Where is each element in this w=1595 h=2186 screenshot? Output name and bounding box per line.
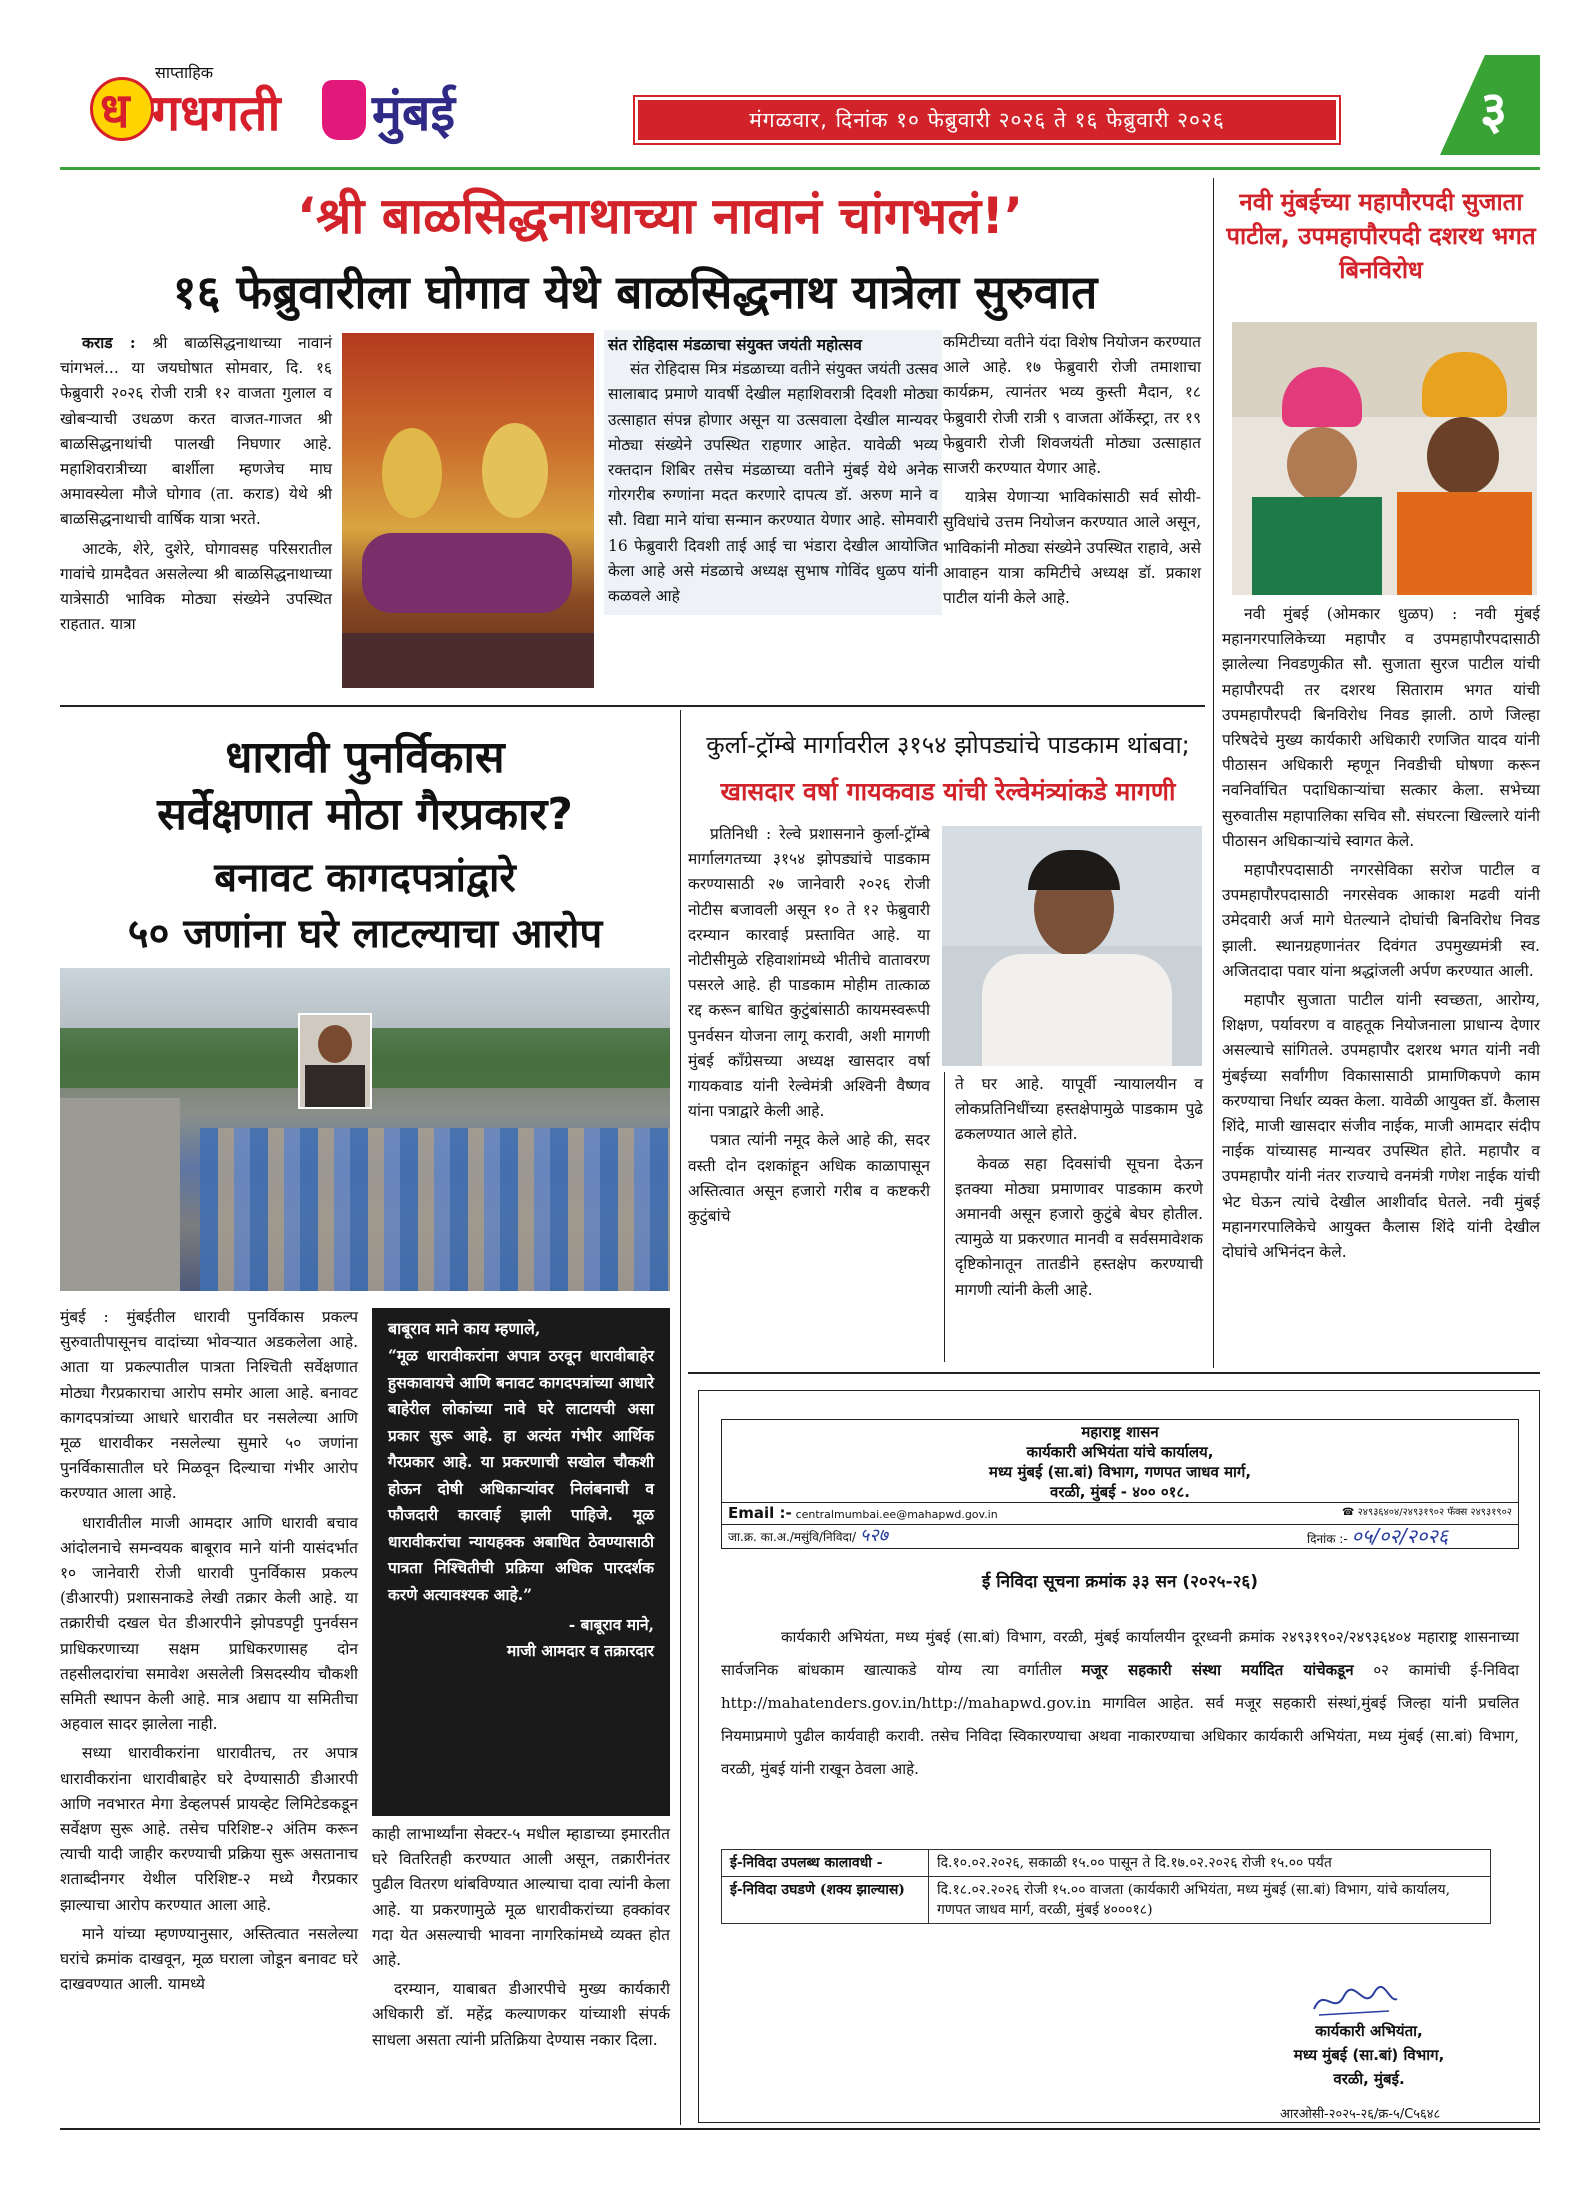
dharavi-headline-2: सर्वेक्षणात मोठा गैरप्रकार? <box>157 789 573 840</box>
tender-row-label: ई-निविदा उपलब्ध कालावधी - <box>722 1850 929 1877</box>
lead-col1-p1: श्री बाळसिद्धनाथाच्या नावानं चांगभलं... या जयघोषात सोमवार, दि. १६ फेब्रुवारी २०२६ रोजी रात्री १२ वाजता गुलाल व खोबऱ्याची उधळण करत वाजत-गाजत श्री बाळसिद्धनाथांची पालखी निघणार आहे. महाशिवरात्रीच्या बार्शीला म्हणजेच माघ अमावस्येला मौजे घोगाव (ता. कराड) येथे श्री बाळसिद्धनाथाची वार्षिक यात्रा भरते. <box>60 334 332 529</box>
logo-letter: ध <box>100 83 130 139</box>
tender-sign3: वरळी, मुंबई. <box>1333 2070 1405 2088</box>
fist-logo-icon <box>322 80 366 140</box>
tender-email[interactable]: centralmumbai.ee@mahapwd.gov.in <box>795 1508 998 1521</box>
lead-col3-p2: यात्रेस येणाऱ्या भाविकांसाठी सर्व सोयी-सुविधांचे उत्तम नियोजन करण्यात आले असून, भाविकांनी मोठ्या संख्येने उपस्थित राहावे, असे आवाहन यात्रा कमिटीचे अध्यक्ष डॉ. प्रकाश पाटील यांनी केले आहे. <box>943 488 1201 608</box>
tender-division: मध्य मुंबई (सा.बां) विभाग, गणपत जाधव मार्ग, <box>988 1463 1252 1481</box>
tender-signatory <box>1219 2019 1519 2091</box>
tender-body-b: ०२ कामांची ई-निविदा http://mahatenders.gov.in/http://mahapwd.gov.in मागविल आहेत. सर्व मजूर सहकारी संस्थां,मुंबई जिल्हा यांनी प्रचलित नियमाप्रमाणे पुढील कार्यवाही करावी. तसेच निविदा स्विकारण्याचा अथवा नाकारण्याचा अधिकार कार्यकारी अभियंता, मध्य मुंबई (सा.बां) विभाग, वरळी, मुंबई यांनी राखून ठेवला आहे. <box>721 1661 1519 1778</box>
dharavi-headline-1: धारावी पुनर्विकास <box>225 732 505 783</box>
tender-contact-row <box>721 1503 1519 1525</box>
masthead-title-part2: मुंबई <box>372 84 455 142</box>
tender-notice <box>698 1390 1540 2123</box>
kurla-col1 <box>688 822 930 1233</box>
tender-gov: महाराष्ट्र शासन <box>1081 1423 1159 1441</box>
tender-row-value: दि.१८.०२.२०२६ रोजी १५.०० वाजता (कार्यकारी अभियंता, मध्य मुंबई (सा.बां) विभाग, यांचे कार्यालय, गणपत जाधव मार्ग, वरळी, मुंबई ४०००१८) <box>929 1877 1491 1924</box>
date-line: मंगळवार, दिनांक १० फेब्रुवारी २०२६ ते १६ फेब्रुवारी २०२६ <box>749 108 1225 132</box>
dharavi-p4: माने यांच्या म्हणण्यानुसार, अस्तित्वात नसलेल्या घरांचे क्रमांक दाखवून, मूळ घराला जोडून बनावट घरे दाखवण्यात आली. यामध्ये <box>60 1924 358 1994</box>
tender-email-label: Email :- <box>728 1504 792 1522</box>
lead-col2-body: संत रोहिदास मित्र मंडळाच्या वतीने संयुक्त जयंती उत्सव सालाबाद प्रमाणे यावर्षी देखील महाशिवरात्री दिवशी मोठ्या उत्साहात संपन्न होणार असून या उत्सवाला देखील मान्यवर मोठ्या संख्येने उपस्थित राहणार आहेत. यावेळी भव्य रक्तदान शिबिर तसेच मंडळाच्या वतीने मुंबई येथे अनेक गोरगरीब रुग्णांना मदत करणारे दापत्य डॉ. अरुण माने व सौ. विद्या माने यांचा सन्मान करण्यात येणार आहे. सोमवारी 16 फेब्रुवारी दिवशी ताई आई चा भंडारा देखील आयोजित केला आहे असे मंडळाचे अध्यक्ष सुभाष गोविंद धुळप यांनी कळवले आहे <box>608 360 938 606</box>
lead-kicker: ‘श्री बाळसिद्धनाथाच्या नावानं चांगभलं!’ <box>296 187 1023 245</box>
table-row <box>722 1877 1491 1924</box>
kurla-headline: कुर्ला-ट्रॉम्बे मार्गावरील ३१५४ झोपड्यांचे पाडकाम थांबवा; <box>706 731 1190 759</box>
mayor-p2: महापौरपदासाठी नगरसेविका सरोज पाटील व उपमहापौरपदासाठी नगरसेवक आकाश मढवी यांनी उमेदवारी अर्ज मागे घेतल्याने दोघांची बिनविरोध निवड झाली. स्थानग्रहणानंतर दिवंगत उपमुख्यमंत्री स्व. अजितदादा पवार यांना श्रद्धांजली अर्पण करण्यात आली. <box>1222 861 1540 980</box>
dharavi-col2 <box>372 1822 670 2057</box>
babur-mane-portrait <box>298 1013 372 1109</box>
kurla-divider <box>944 1072 945 1362</box>
tender-row-label: ई-निविदा उघडणे (शक्य झाल्यास) <box>722 1877 929 1924</box>
tender-row-value: दि.१०.०२.२०२६, सकाळी १५.०० पासून ते दि.१७.०२.२०२६ रोजी १५.०० पर्यंत <box>929 1850 1491 1877</box>
lead-headline: १६ फेब्रुवारीला घोगाव येथे बाळसिद्धनाथ यात्रेला सुरुवात <box>172 265 1098 319</box>
mayor-headline: नवी मुंबईच्या महापौरपदी सुजाता पाटील, उपमहापौरपदी दशरथ भगत बिनविरोध <box>1226 188 1536 284</box>
mayor-p1: नवी मुंबई (ओमकार धुळप) : नवी मुंबई महानगरपालिकेच्या महापौर व उपमहापौरपदासाठी झालेल्या निवडणुकीत सौ. सुजाता सुरज पाटील यांची महापौरपदी तर दशरथ सिताराम भगत यांची उपमहापौरपदी बिनविरोध निवड झाली. ठाणे जिल्हा परिषदेचे मुख्य कार्यकारी अधिकारी रणजित यादव यांनी पीठासन अधिकारी म्हणून निवडीची घोषणा करून नवनिर्वाचित पदाधिकाऱ्यांचा सत्कार केला. सभेच्या सुरुवातीस महापालिका सचिव सौ. संघरत्ना खिल्लारे यांनी पीठासन अधिकाऱ्यांचे स्वागत केले. <box>1222 605 1540 850</box>
lead-bottom-rule <box>60 705 1205 707</box>
tender-date-label: दिनांक :- <box>1307 1532 1348 1546</box>
tender-code: आरओसी-२०२५-२६/क्र-५/C५६४८ <box>1280 2107 1441 2122</box>
lead-col3 <box>943 330 1201 615</box>
kurla-col2-p1: ते घर आहे. यापूर्वी न्यायालयीन व लोकप्रतिनिधींच्या हस्तक्षेपामुळे पाडकाम पुढे ढकलण्यात आले होते. <box>955 1075 1203 1144</box>
temple-deity-photo <box>342 333 594 688</box>
tender-schedule-table <box>721 1849 1491 1924</box>
tender-top-rule <box>688 1372 1540 1374</box>
tender-notice-title: ई निविदा सूचना क्रमांक ३३ सन (२०२५-२६) <box>981 1572 1259 1592</box>
dharavi-aerial-photo <box>60 968 670 1291</box>
tender-ref-label: जा.क्र. का.अ./मसुंवि/निविदा/ <box>728 1530 857 1544</box>
mayor-p3: महापौर सुजाता पाटील यांनी स्वच्छता, आरोग्य, शिक्षण, पर्यावरण व वाहतूक नियोजनाला प्राधान्य देणार असल्याचे सांगितले. उपमहापौर दशरथ भगत यांनी नवी मुंबईच्या सर्वांगीण विकासासाठी प्रामाणिकपणे काम करण्याचा निर्धार व्यक्त केला. यावेळी आयुक्त डॉ. कैलास शिंदे, माजी खासदार संजीव नाईक, माजी आमदार संदीप नाईक यांच्यासह मान्यवर उपस्थित होते. महापौर व उपमहापौर यांनी नंतर राज्याचे वनमंत्री गणेश नाईक यांची भेट घेऊन त्यांचे देखील आशीर्वाद घेतले. नवी मुंबई महानगरपालिकेचे आयुक्त कैलास शिंदे यांनी देखील दोघांचे अभिनंदन केले. <box>1222 991 1540 1262</box>
lead-col3-p1: कमिटीच्या वतीने यंदा विशेष नियोजन करण्यात आले आहे. १७ फेब्रुवारी रोजी तमाशाचा कार्यक्रम, त्यानंतर भव्य कुस्ती मैदान, १८ फेब्रुवारी रोजी रात्री ९ वाजता ऑर्केस्ट्रा, तर १९ फेब्रुवारी रोजी शिवजयंती मोठ्या उत्साहात साजरी करण्यात येणार आहे. <box>943 333 1201 478</box>
quote-box-sign2: माजी आमदार व तक्रारदार <box>507 1641 654 1660</box>
quote-box-title: बाबूराव माने काय म्हणाले, <box>388 1319 541 1338</box>
masthead <box>60 55 1540 165</box>
tender-sign2: मध्य मुंबई (सा.बां) विभाग, <box>1293 2046 1445 2064</box>
tender-city: वरळी, मुंबई - ४०० ०१८. <box>1050 1483 1190 1501</box>
kurla-col2-p2: केवळ सहा दिवसांची सूचना देऊन इतक्या मोठ्या प्रमाणावर पाडकाम करणे अमानवी असून हजारो कुटुंबे बेघर होतील. त्यामुळे या प्रकरणात मानवी व सर्वसमावेशक दृष्टिकोनातून तातडीने हस्तक्षेप करण्याची मागणी त्यांनी केली आहे. <box>955 1154 1203 1299</box>
date-banner <box>638 100 1336 140</box>
kurla-subhead: खासदार वर्षा गायकवाड यांची रेल्वेमंत्र्यांकडे मागणी <box>720 777 1176 806</box>
tender-body-bold: मजूर सहकारी संस्था मर्यादित यांचेकडून <box>1081 1661 1354 1679</box>
dharavi-col2-p1: काही लाभार्थ्यांना सेक्टर-५ मधील म्हाडाच्या इमारतीत घरे वितरितही करण्यात आली असून, तक्रारीनंतर पुढील वितरण थांबविण्यात आल्याचा दावा त्यांनी केला आहे. या प्रकरणामुळे मूळ धारावीकरांच्या हक्कांवर गदा येत असल्याची भावना नागरिकांमध्ये व्यक्त होत आहे. <box>372 1825 670 1970</box>
lead-col2-title: संत रोहिदास मंडळाचा संयुक्त जयंती महोत्सव <box>608 335 862 354</box>
dharavi-p1: मुंबई : मुंबईतील धारावी पुनर्विकास प्रकल्प सुरुवातीपासूनच वादांच्या भोवऱ्यात अडकलेला आहे. आता या प्रकल्पातील पात्रता निश्चिती सर्वेक्षणात मोठ्या गैरप्रकाराचा आरोप समोर आला आहे. बनावट कागदपत्रांच्या आधारे धारावीत घर नसलेल्या आणि मूळ धारावीकर नसलेल्या सुमारे ५० जणांना पुनर्विकासातील घरे मिळवून दिल्याचा गंभीर आरोप करण्यात आला आहे. <box>60 1308 358 1503</box>
quote-box <box>372 1308 670 1816</box>
mayor-deputy-photo <box>1232 322 1537 595</box>
tender-office: कार्यकारी अभियंता यांचे कार्यालय, <box>1026 1443 1214 1461</box>
engineer-signature <box>1309 1981 1399 2021</box>
kurla-col2 <box>955 1072 1203 1307</box>
page-bottom-rule <box>60 2128 1540 2130</box>
dharavi-p3: सध्या धारावीकरांना धारावीतच, तर अपात्र धारावीकरांना धारावीबाहेर घरे देण्यासाठी डीआरपी आणि नवभारत मेगा डेव्हलपर्स प्रायव्हेट लिमिटेडकडून सर्वेक्षण सुरू आहे. तसेच परिशिष्ट-२ अंतिम करून त्याची यादी जाहीर करण्याची प्रक्रिया सुरू असतानाच शताब्दीनगर येथील परिशिष्ट-२ मध्ये गैरप्रकार झाल्याचा आरोप करण्यात आला आहे. <box>60 1744 358 1914</box>
dharavi-col2-p2: दरम्यान, याबाबत डीआरपीचे मुख्य कार्यकारी अधिकारी डॉ. महेंद्र कल्याणकर यांच्याशी संपर्क साधला असता त्यांनी प्रतिक्रिया देण्यास नकार दिला. <box>372 1980 670 2049</box>
lead-col1-p2: आटके, शेरे, दुशेरे, घोगावसह परिसरातील गावांचे ग्रामदैवत असलेल्या श्री बाळसिद्धनाथाच्या यात्रेसाठी भाविक मोठ्या संख्येने उपस्थित राहतात. यात्रा <box>60 539 332 634</box>
tender-phone: ☎ २४९३६४०४/२४९३१९०२ फॅक्स २४९३१९०२ <box>1341 1507 1512 1518</box>
mayor-body <box>1222 602 1540 1269</box>
tender-sign1: कार्यकारी अभियंता, <box>1315 2022 1423 2040</box>
column-divider-left <box>680 710 681 2125</box>
quote-box-sign1: - बाबूराव माने, <box>568 1615 654 1634</box>
varsha-gaikwad-photo <box>942 826 1202 1066</box>
dharavi-p2: धारावीतील माजी आमदार आणि धारावी बचाव आंदोलनाचे समन्वयक बाबूराव माने यांनी यासंदर्भात १० जानेवारी रोजी धारावी पुनर्विकास प्रकल्प (डीआरपी) प्रशासनाकडे लेखी तक्रार केली आहे. या तक्रारीची दखल घेत डीआरपीने झोपडपट्टी पुनर्वसन प्राधिकरणाच्या सक्षम प्राधिकरणासह दोन तहसीलदारांचा समावेश असलेली त्रिसदस्यीय चौकशी समिती स्थापन केली आहे. मात्र अद्याप या समितीचा अहवाल सादर झालेला नाही. <box>60 1513 358 1734</box>
lead-col2 <box>604 330 942 615</box>
lead-col1 <box>60 330 332 641</box>
kurla-col1-p1: प्रतिनिधी : रेल्वे प्रशासनाने कुर्ला-ट्रॉम्बे मार्गालगतच्या ३१५४ झोपड्यांचे पाडकाम करण्यासाठी २७ जानेवारी २०२६ रोजी नोटीस बजावली असून १० ते १२ फेब्रुवारी दरम्यान कारवाई प्रस्तावित आहे. या नोटीसीमुळे रहिवाशांमध्ये भीतीचे वातावरण पसरले आहे. ही पाडकाम मोहीम तात्काळ रद्द करून बाधित कुटुंबांसाठी कायमस्वरूपी पुनर्वसन योजना लागू करावी, अशी मागणी मुंबई काँग्रेसच्या अध्यक्ष खासदार वर्षा गायकवाड यांनी रेल्वेमंत्री अश्विनी वैष्णव यांना पत्राद्वारे केली आहे. <box>688 825 930 1121</box>
dharavi-headline-4: ५० जणांना घरे लाटल्याचा आरोप <box>127 911 603 957</box>
kurla-col1-p2: पत्रात त्यांनी नमूद केले आहे की, सदर वस्ती दोन दशकांहून अधिक काळापासून अस्तित्वात असून हजारो गरीब व कष्टकरी कुटुंबांचे <box>688 1131 930 1226</box>
dharavi-col1 <box>60 1305 358 2001</box>
column-divider-right <box>1213 178 1214 1368</box>
tender-date-value: ०५/०२/२०२६ <box>1351 1524 1449 1548</box>
masthead-small-label: साप्ताहिक <box>155 63 214 82</box>
tender-letterhead <box>721 1419 1519 1503</box>
lead-dateline: कराड : <box>82 333 136 352</box>
masthead-rule <box>60 167 1540 170</box>
masthead-title-part1: गधगती <box>152 84 281 142</box>
tender-body-a: कार्यकारी अभियंता, मध्य मुंबई (सा.बां) विभाग, वरळी, मुंबई कार्यालयीन दूरध्वनी क्रमांक २४९३१९०२/२४९३६४०४ महाराष्ट्र शासनाच्या सार्वजनिक बांधकाम खात्याकडे योग्य त्या वर्गातील <box>721 1628 1519 1679</box>
dharavi-headline-3: बनावट कागदपत्रांद्वारे <box>214 855 516 901</box>
quote-box-text: “मूळ धारावीकरांना अपात्र ठरवून धारावीबाहेर हुसकावायचे आणि बनावट कागदपत्रांच्या आधारे बाहेरील लोकांच्या नावे घरे लाटायची असा प्रकार सुरू आहे. हा अत्यंत गंभीर आर्थिक गैरप्रकार आहे. या प्रकरणाची सखोल चौकशी होऊन दोषी अधिकाऱ्यांवर निलंबनाची व फौजदारी कारवाई झाली पाहिजे. मूळ धारावीकरांचा न्यायहक्क अबाधित ठेवण्यासाठी पात्रता निश्चितीची प्रक्रिया अधिक पारदर्शक करणे अत्यावश्यक आहे.” <box>388 1346 654 1604</box>
page-number: ३ <box>1480 81 1508 141</box>
tender-ref-value: ५२७ <box>859 1525 888 1546</box>
table-row <box>722 1850 1491 1877</box>
tender-ref-row <box>721 1525 1519 1549</box>
tender-body <box>721 1621 1519 1786</box>
